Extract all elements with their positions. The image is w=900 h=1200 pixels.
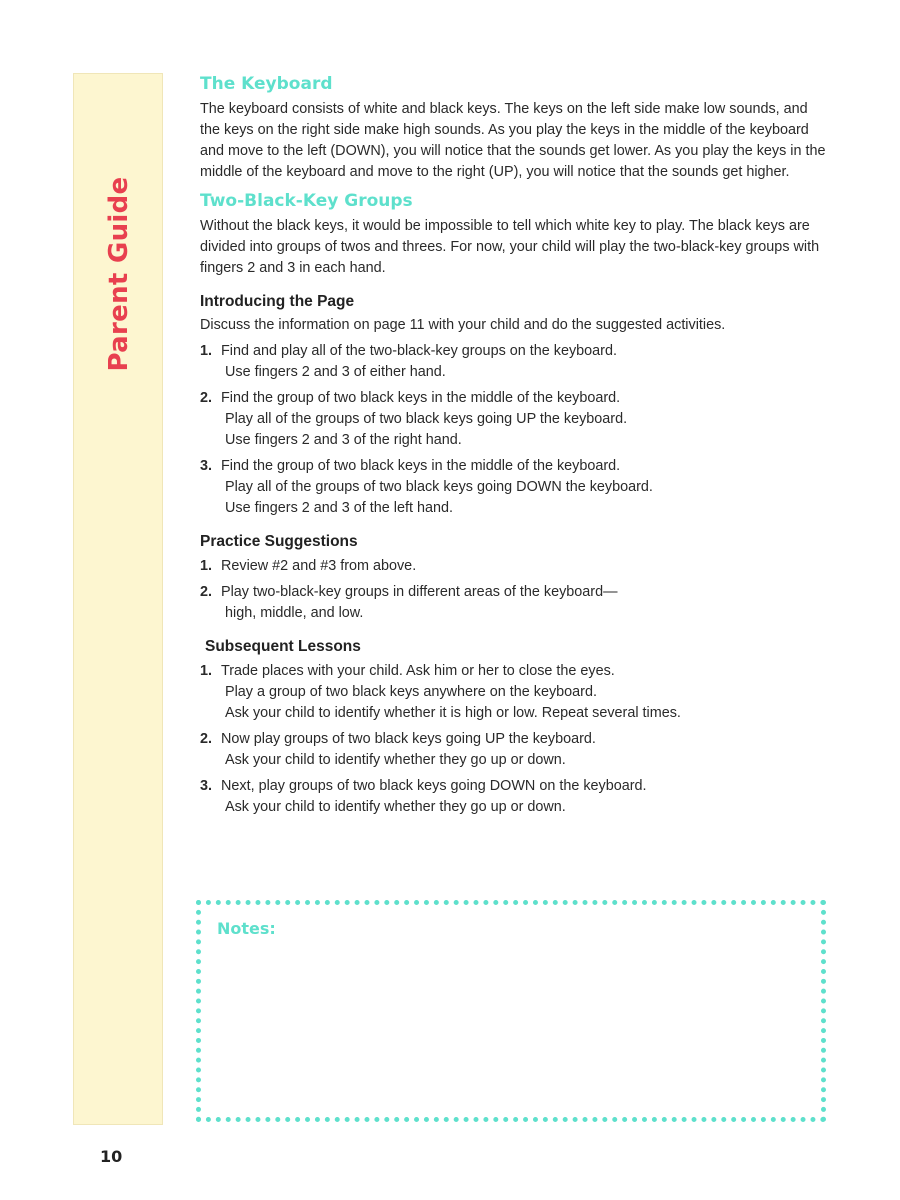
main-content bbox=[200, 70, 830, 818]
paragraph-keyboard: The keyboard consists of white and black keys. The keys on the left side make low sounds, and the keys on the right side make high sounds. As you play the keys in the middle of the keyboard and move to the left (DOWN), you will notice that the sounds get lower. As you play the keys in the middle of the keyboard and move to the right (UP), you will notice that the sounds get higher. bbox=[200, 101, 826, 180]
list-item bbox=[200, 776, 830, 818]
list-item bbox=[200, 661, 830, 724]
list-item-line: Next, play groups of two black keys going DOWN on the keyboard. bbox=[221, 778, 647, 794]
list-item-text bbox=[221, 556, 416, 577]
list-item-line: Play all of the groups of two black keys going DOWN the keyboard. bbox=[225, 479, 653, 495]
list-item-number: 3. bbox=[200, 458, 213, 474]
list-subsequent bbox=[200, 661, 830, 818]
list-item-line: Review #2 and #3 from above. bbox=[221, 558, 417, 574]
sidebar-title: Parent Guide bbox=[104, 176, 134, 372]
list-item-number: 1. bbox=[200, 558, 213, 574]
heading-subsequent-lessons: Subsequent Lessons bbox=[205, 638, 361, 655]
list-item-text bbox=[221, 388, 627, 451]
list-item-number: 1. bbox=[200, 663, 213, 679]
list-item-line: Play all of the groups of two black keys going UP the keyboard. bbox=[225, 411, 628, 427]
list-item-line: high, middle, and low. bbox=[225, 605, 364, 621]
list-item-line: Play two-black-key groups in different areas of the keyboard— bbox=[221, 584, 618, 600]
list-item bbox=[200, 456, 830, 519]
list-introducing bbox=[200, 341, 830, 519]
list-item bbox=[200, 729, 830, 771]
list-item-text bbox=[221, 582, 617, 624]
list-item-text bbox=[221, 661, 681, 724]
heading-introducing-the-page: Introducing the Page bbox=[200, 293, 355, 310]
heading-the-keyboard: The Keyboard bbox=[200, 74, 333, 94]
list-item-line: Use fingers 2 and 3 of the left hand. bbox=[225, 500, 454, 516]
list-item-text bbox=[221, 341, 617, 383]
list-item-line: Trade places with your child. Ask him or her to close the eyes. bbox=[221, 663, 615, 679]
list-item bbox=[200, 556, 830, 577]
list-item-line: Find the group of two black keys in the middle of the keyboard. bbox=[221, 390, 621, 406]
list-item-line: Use fingers 2 and 3 of the right hand. bbox=[225, 432, 462, 448]
list-practice bbox=[200, 556, 830, 624]
list-item-line: Now play groups of two black keys going UP the keyboard. bbox=[221, 731, 596, 747]
notes-box[interactable] bbox=[196, 900, 826, 1122]
notes-label: Notes: bbox=[217, 919, 276, 938]
list-item-number: 2. bbox=[200, 584, 213, 600]
heading-practice-suggestions: Practice Suggestions bbox=[200, 533, 358, 550]
heading-two-black-key-groups: Two-Black-Key Groups bbox=[200, 191, 413, 211]
list-item bbox=[200, 582, 830, 624]
list-item-line: Ask your child to identify whether they go up or down. bbox=[225, 752, 566, 768]
paragraph-introducing-the-page: Discuss the information on page 11 with your child and do the suggested activities. bbox=[200, 317, 726, 333]
list-item-number: 3. bbox=[200, 778, 213, 794]
list-item-number: 2. bbox=[200, 390, 213, 406]
list-item-line: Play a group of two black keys anywhere on the keyboard. bbox=[225, 684, 597, 700]
list-item bbox=[200, 388, 830, 451]
list-item-line: Use fingers 2 and 3 of either hand. bbox=[225, 364, 446, 380]
parent-guide-sidebar bbox=[73, 73, 163, 1125]
list-item-line: Ask your child to identify whether it is high or low. Repeat several times. bbox=[225, 705, 681, 721]
list-item-text bbox=[221, 776, 647, 818]
list-item-line: Find and play all of the two-black-key groups on the keyboard. bbox=[221, 343, 617, 359]
list-item bbox=[200, 341, 830, 383]
list-item-line: Find the group of two black keys in the middle of the keyboard. bbox=[221, 458, 621, 474]
paragraph-two-black-key-groups: Without the black keys, it would be impossible to tell which white key to play. The black keys are divided into groups of twos and threes. For now, your child will play the two-black-key groups with fingers 2 and 3 in each hand. bbox=[200, 218, 820, 276]
list-item-line: Ask your child to identify whether they go up or down. bbox=[225, 799, 566, 815]
list-item-text bbox=[221, 729, 596, 771]
list-item-number: 2. bbox=[200, 731, 213, 747]
list-item-text bbox=[221, 456, 653, 519]
list-item-number: 1. bbox=[200, 343, 213, 359]
page-number: 10 bbox=[100, 1147, 123, 1166]
